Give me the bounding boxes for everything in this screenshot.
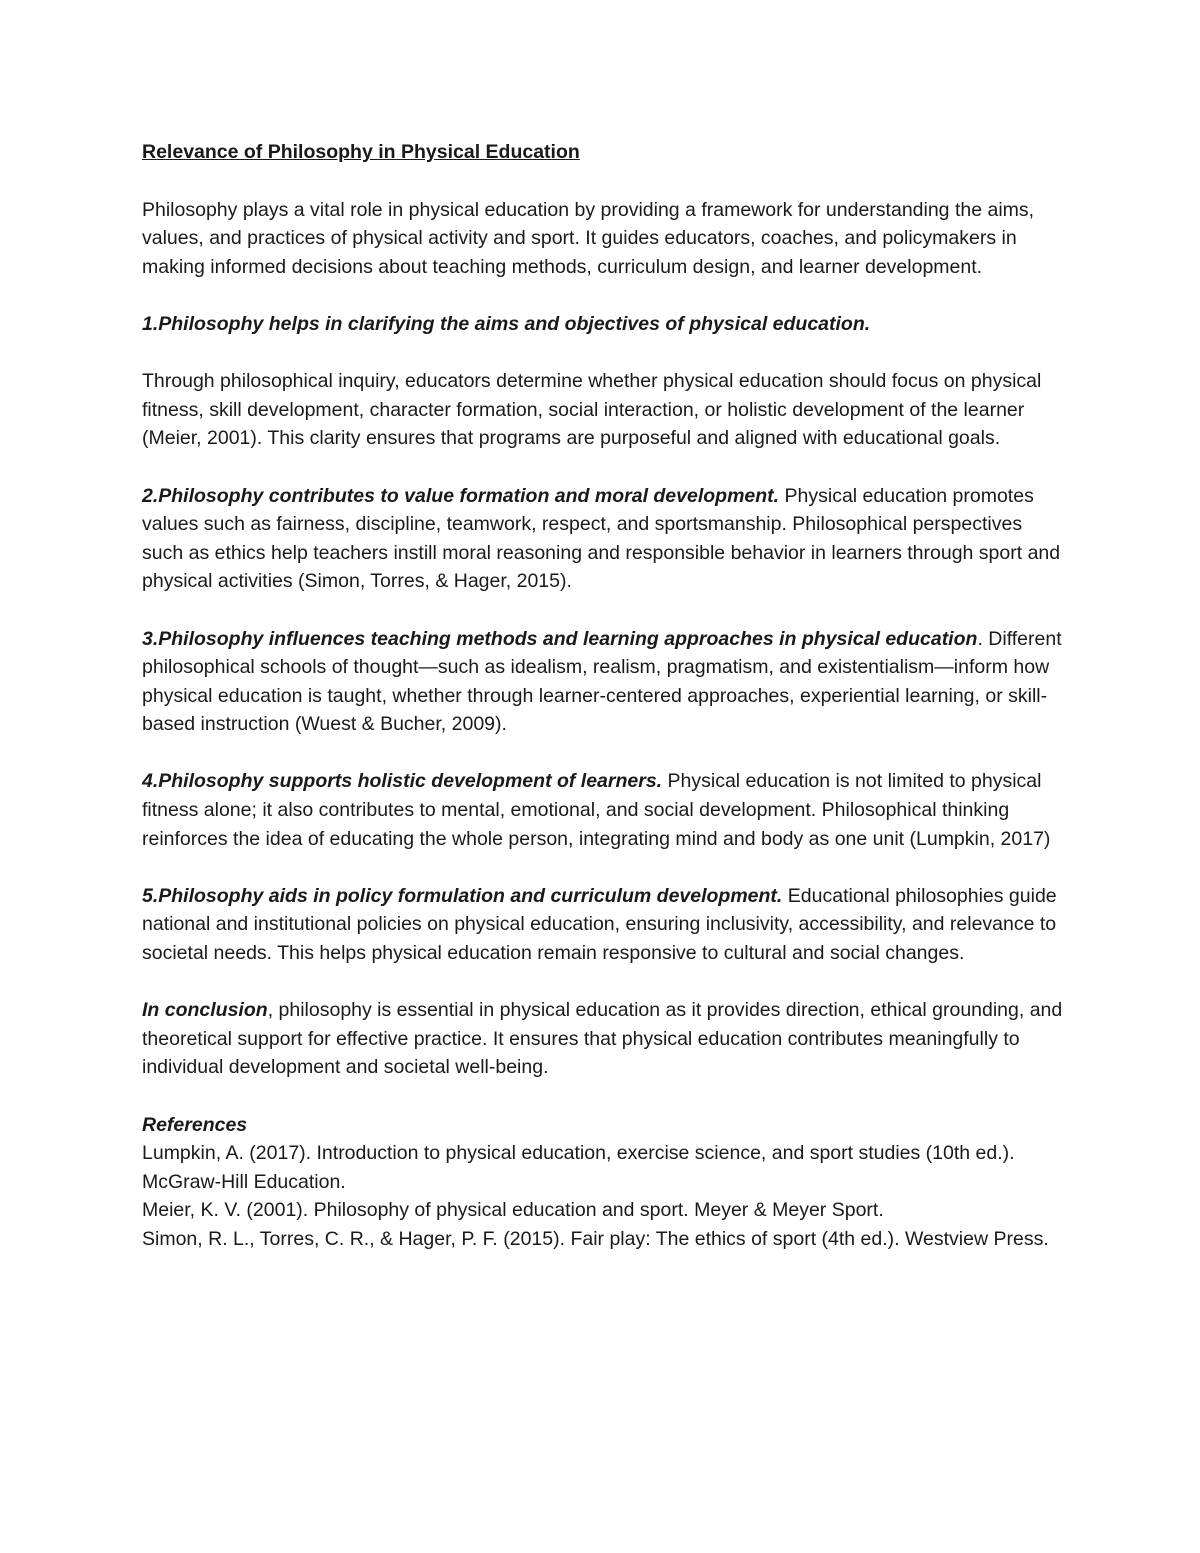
- point-3-paragraph: [142, 625, 1067, 739]
- point-5-heading: 5.Philosophy aids in policy formulation and curriculum development.: [142, 884, 783, 907]
- point-4-heading: 4.Philosophy supports holistic development of learners.: [142, 770, 663, 793]
- point-3-body: . Different philosophical schools of thought—such as idealism, realism, pragmatism, and existentialism—inform how physical education is taught, whether through learner-centered approaches, experiential learning, or skill-based instruction (Wuest & Bucher, 2009).: [142, 627, 1062, 736]
- point-2-heading: 2.Philosophy contributes to value formation and moral development.: [142, 484, 780, 507]
- reference-item: Simon, R. L., Torres, C. R., & Hager, P. F. (2015). Fair play: The ethics of sport (4th ed.). Westview Press.: [142, 1227, 1049, 1250]
- conclusion-paragraph: [142, 996, 1067, 1082]
- point-5-paragraph: [142, 882, 1067, 968]
- document-title: Relevance of Philosophy in Physical Education: [142, 141, 580, 163]
- reference-item: Meier, K. V. (2001). Philosophy of physical education and sport. Meyer & Meyer Sport.: [142, 1199, 884, 1222]
- point-3-heading: 3.Philosophy influences teaching methods and learning approaches in physical education: [142, 627, 978, 650]
- references-heading: References: [142, 1113, 248, 1136]
- point-1-body: Through philosophical inquiry, educators determine whether physical education should focus on physical fitness, skill development, character formation, social interaction, or holistic development of the learner (Meier, 2001). This clarity ensures that programs are purposeful and aligned with educational goals.: [142, 370, 1042, 450]
- point-2-body: Physical education promotes values such as fairness, discipline, teamwork, respect, and sportsmanship. Philosophical perspectives such as ethics help teachers instill moral reasoning and responsible behavior in learners through sport and physical activities (Simon, Torres, & Hager, 2015).: [142, 484, 1061, 593]
- reference-item: Lumpkin, A. (2017). Introduction to physical education, exercise science, and sport studies (10th ed.). McGraw-Hill Education.: [142, 1142, 1015, 1193]
- document-page: [142, 138, 1067, 1254]
- intro-paragraph: Philosophy plays a vital role in physical education by providing a framework for understanding the aims, values, and practices of physical activity and sport. It guides educators, coaches, and policymakers in making informed decisions about teaching methods, curriculum design, and learner development.: [142, 198, 1035, 278]
- conclusion-body: , philosophy is essential in physical education as it provides direction, ethical grounding, and theoretical support for effective practice. It ensures that physical education contributes meaningfully to individual development and societal well-being.: [142, 999, 1063, 1079]
- point-5-body: Educational philosophies guide national and institutional policies on physical education, ensuring inclusivity, accessibility, and relevance to societal needs. This helps physical education remain responsive to cultural and social changes.: [142, 884, 1057, 965]
- point-1-heading: 1.Philosophy helps in clarifying the aims and objectives of physical education.: [142, 312, 871, 335]
- conclusion-heading: In conclusion: [142, 999, 268, 1022]
- point-4-paragraph: [142, 767, 1067, 853]
- point-2-paragraph: [142, 482, 1067, 596]
- point-4-body: Physical education is not limited to physical fitness alone; it also contributes to mental, emotional, and social development. Philosophical thinking reinforces the idea of educating the whole person, integrating mind and body as one unit (Lumpkin, 2017): [142, 770, 1051, 850]
